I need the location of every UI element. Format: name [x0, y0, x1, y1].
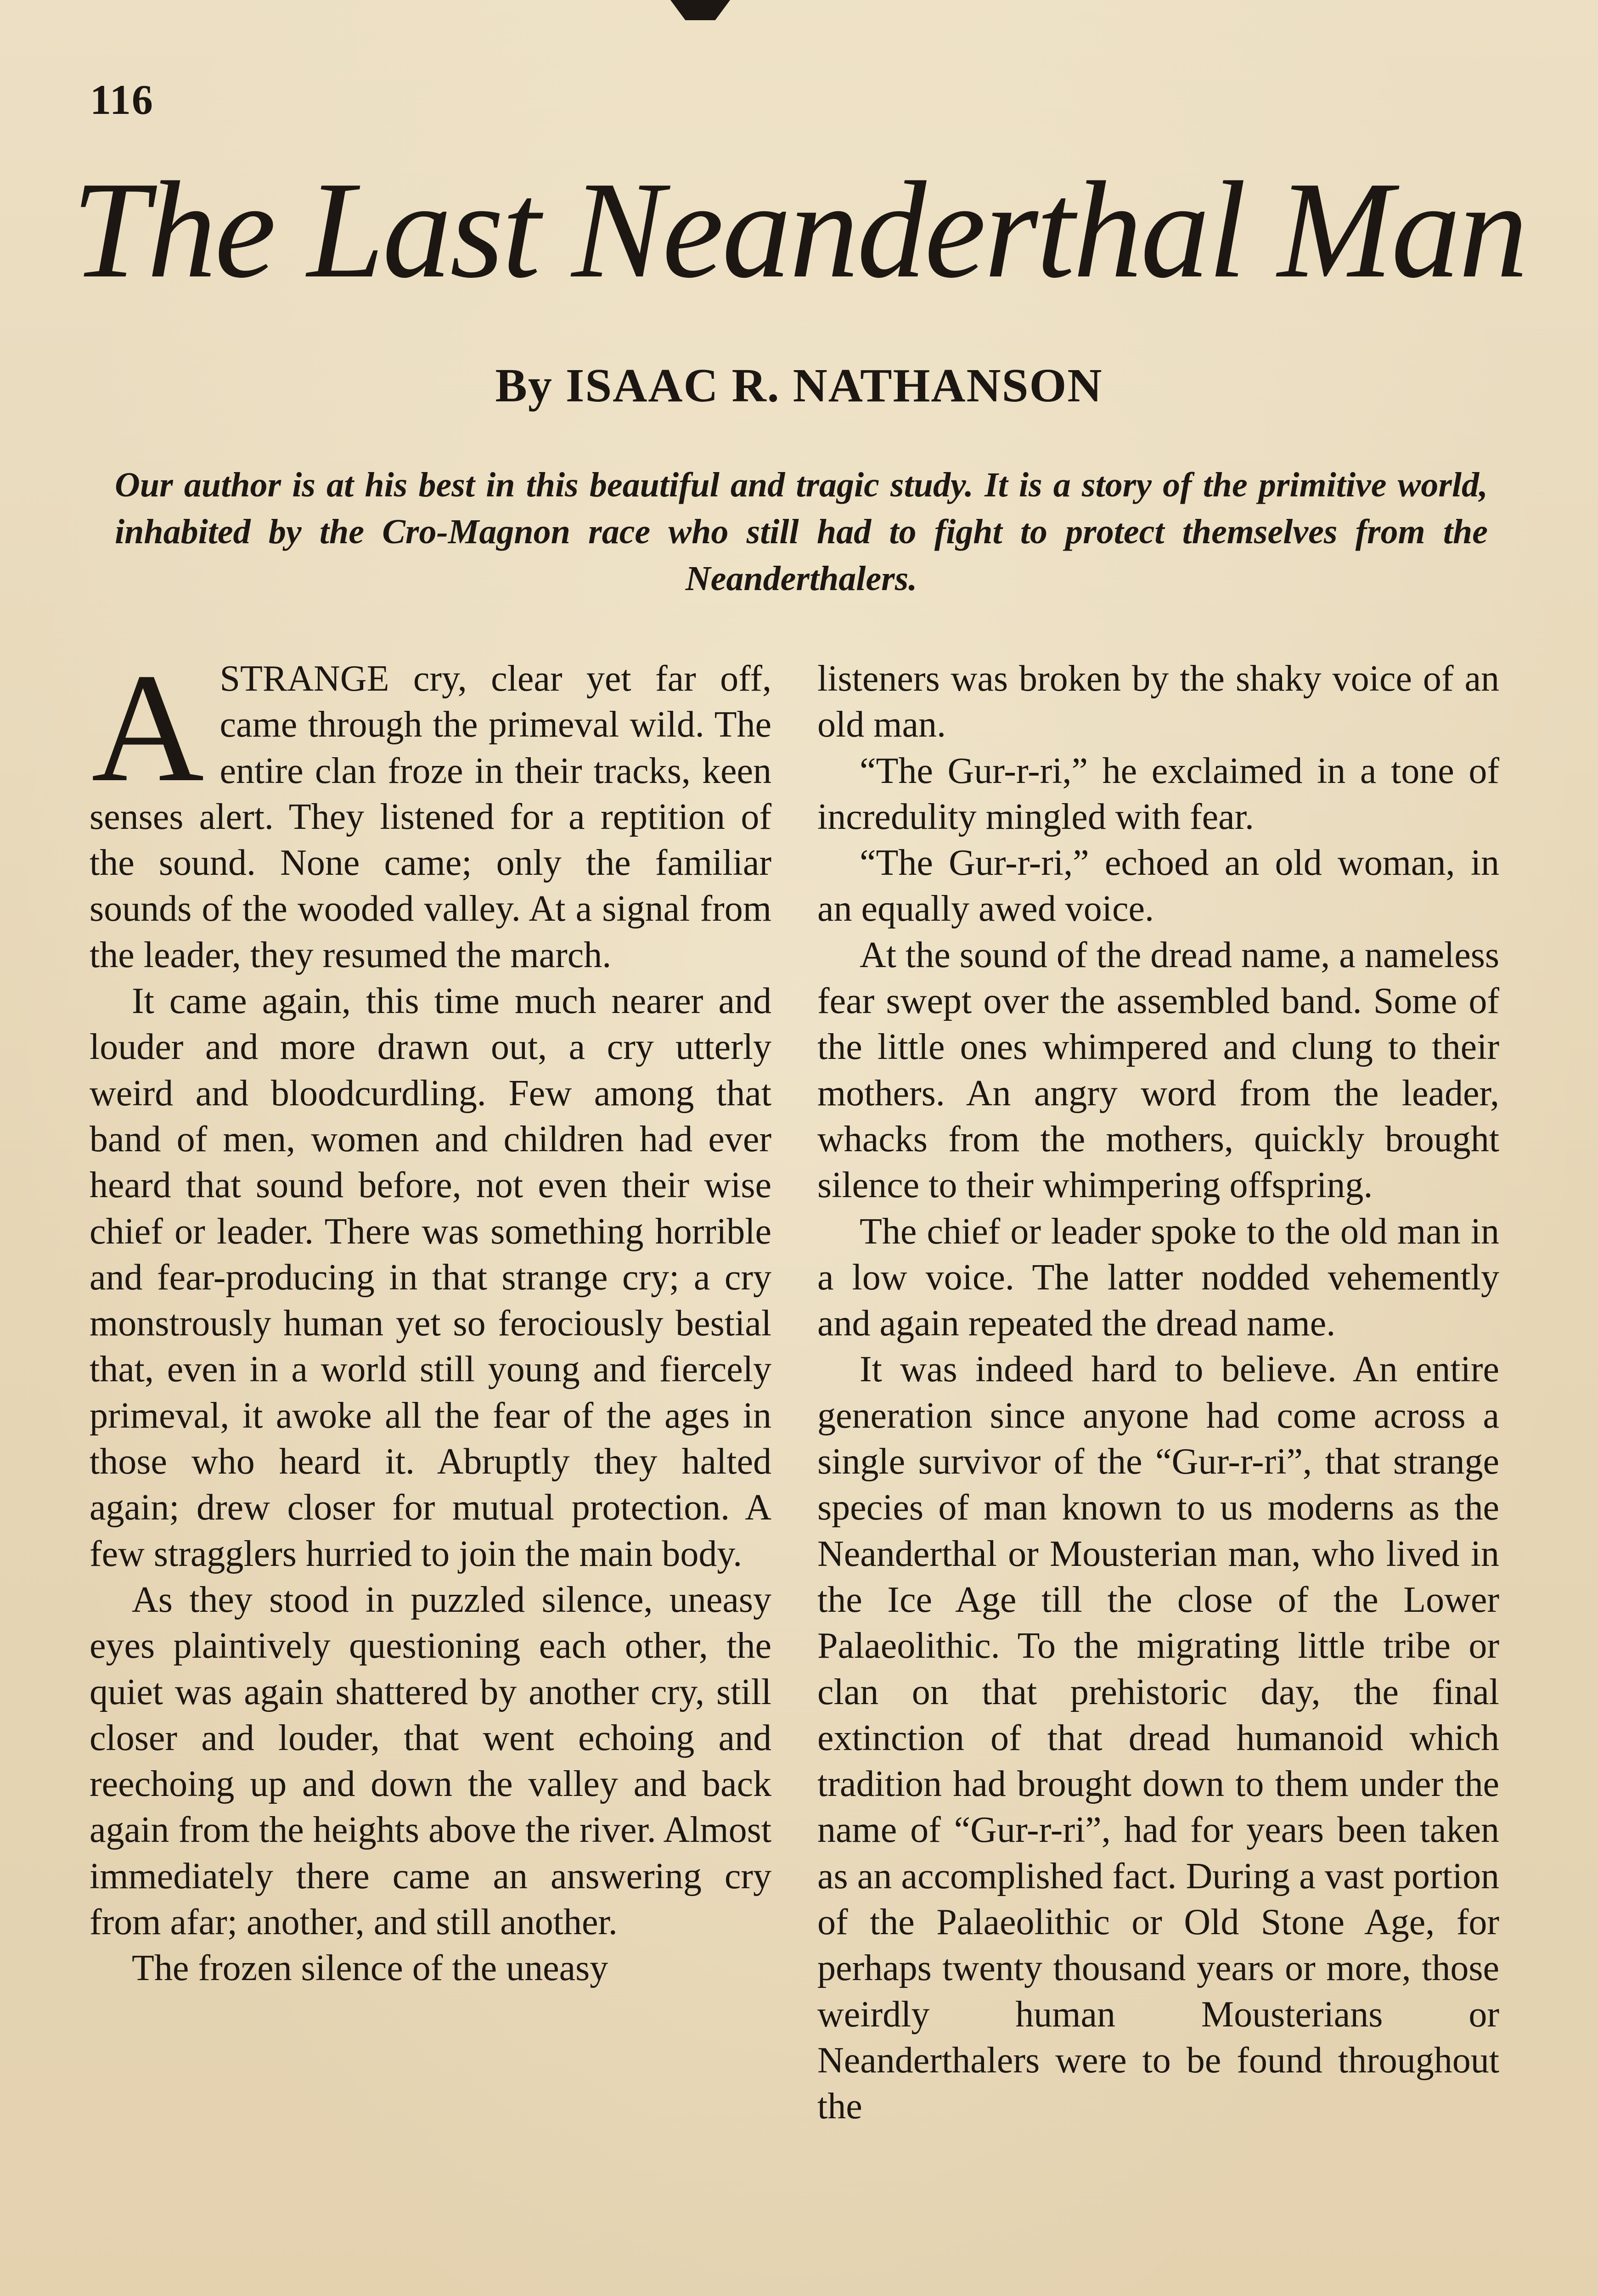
- paragraph-text: STRANGE cry, clear yet far off, came through the primeval wild. The entire clan froze in their tracks, keen senses alert. They listened for a reptition of the sound. None came; only the familiar sounds of the wooded valley. At a signal from the leader, they resumed the march.: [90, 658, 771, 975]
- paragraph: It came again, this time much nearer and louder and more drawn out, a cry utterly weird and bloodcurdling. Few among that band of men, women and children had ever heard that sound before, not even their wise chief or leader. There was something horrible and fear-producing in that strange cry; a cry monstrously human yet so ferociously bestial that, even in a world still young and fiercely primeval, it awoke all the fear of the ages in those who heard it. Abruptly they halted again; drew closer for mutual protection. A few stragglers hurried to join the main body.: [90, 981, 771, 1574]
- paragraph: The frozen silence of the uneasy: [132, 1948, 608, 1989]
- paragraph: “The Gur-r-ri,” echoed an old woman, in an equally awed voice.: [817, 843, 1499, 929]
- drop-cap-letter: A: [91, 641, 204, 814]
- left-text-column: [90, 641, 771, 1992]
- paragraph: The chief or leader spoke to the old man in a low voice. The latter nodded vehemently and again repeated the dread name.: [817, 1211, 1499, 1344]
- story-title: The Last Neanderthal Man: [72, 153, 1526, 307]
- page-number: 116: [90, 76, 154, 123]
- author-byline: By ISAAC R. NATHANSON: [495, 359, 1103, 412]
- paragraph: As they stood in puzzled silence, uneasy eyes plaintively questioning each other, the quiet was again shattered by another cry, still closer and louder, that went echoing and reechoing up and down the valley and back again from the heights above the river. Almost immediately there came an answering cry from afar; another, and still another.: [90, 1579, 771, 1943]
- page-top-marker: [670, 0, 730, 20]
- story-intro-blurb: Our author is at his best in this beautiful and tragic study. It is a story of the primitive world, inhabited by the Cro-Magnon race who still had to fight to protect themselves from the Neanderthalers.: [115, 466, 1488, 598]
- paragraph: listeners was broken by the shaky voice of an old man.: [817, 658, 1499, 745]
- paragraph: At the sound of the dread name, a nameless fear swept over the assembled band. Some of the little ones whimpered and clung to their mothers. An angry word from the leader, whacks from the mothers, quickly brought silence to their whimpering offspring.: [817, 934, 1499, 1206]
- right-text-column: [817, 656, 1499, 2130]
- paragraph: [90, 641, 771, 978]
- paragraph: It was indeed hard to believe. An entire generation since anyone had come across a single survivor of the “Gur-r-ri”, that strange species of man known to us moderns as the Neanderthal or Mousterian man, who lived in the Ice Age till the close of the Lower Palaeolithic. To the migrating little tribe or clan on that prehistoric day, the final extinction of that dread humanoid which tradition had brought down to them under the name of “Gur-r-ri”, had for years been taken as an accomplished fact. During a vast portion of the Palaeolithic or Old Stone Age, for perhaps twenty thousand years or more, those weirdly human Mousterians or Neanderthalers were to be found throughout the: [817, 1349, 1499, 2127]
- paragraph: “The Gur-r-ri,” he exclaimed in a tone of incredulity mingled with fear.: [817, 750, 1499, 837]
